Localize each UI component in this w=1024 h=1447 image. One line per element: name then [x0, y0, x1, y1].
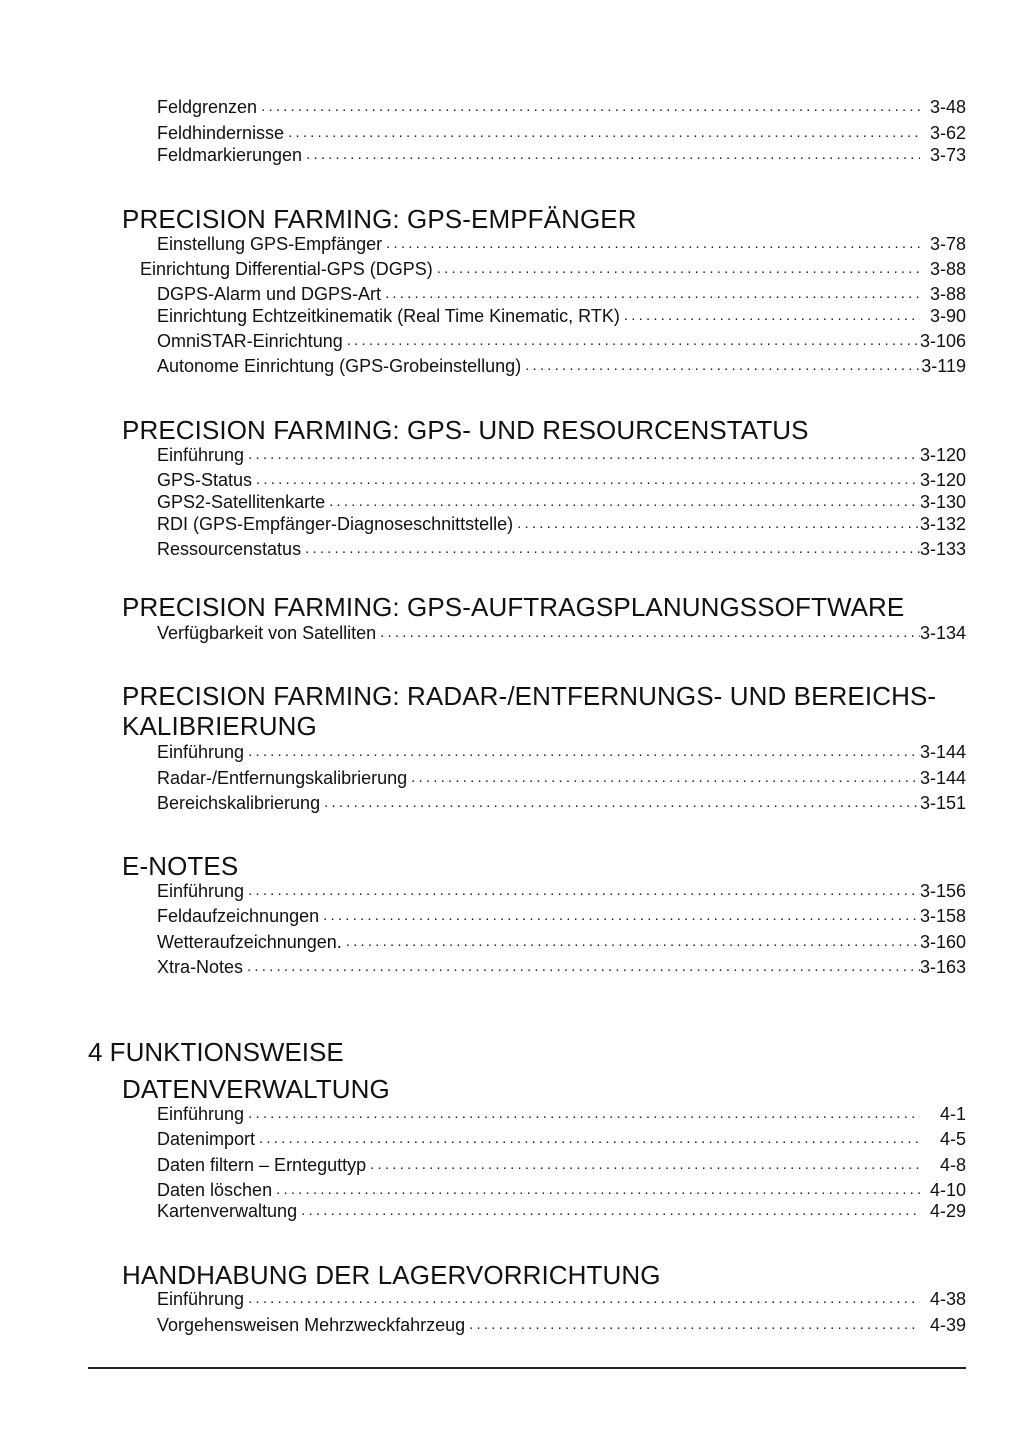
toc-entry-page: 3-88 — [929, 284, 966, 304]
toc-entry — [157, 538, 966, 560]
section-heading: PRECISION FARMING: GPS- UND RESOURCENSTATUS — [122, 415, 809, 445]
dot-leader — [521, 355, 920, 377]
dot-leader — [366, 1154, 920, 1176]
toc-entry-page: 3-120 — [919, 445, 966, 465]
toc-entry-title: RDI (GPS-Empfänger-Diagnoseschnittstelle) — [157, 514, 514, 534]
dot-leader — [325, 491, 920, 513]
toc-entry-title: Feldmarkierungen — [157, 145, 303, 165]
toc-entry — [157, 96, 966, 118]
section-heading: HANDHABUNG DER LAGERVORRICHTUNG — [122, 1260, 661, 1290]
toc-entry-title: Einstellung GPS-Empfänger — [157, 234, 383, 254]
toc-entry — [157, 1314, 966, 1336]
dot-leader — [381, 283, 920, 305]
dot-leader — [244, 880, 920, 902]
toc-entry-page: 3-156 — [919, 881, 966, 901]
toc-entry-title: GPS2-Satellitenkarte — [157, 492, 326, 512]
chapter-title: 4 FUNKTIONSWEISE — [88, 1037, 344, 1067]
toc-entry — [157, 122, 966, 144]
toc-entry-page: 3-163 — [919, 957, 966, 977]
toc-entry — [157, 491, 966, 513]
dot-leader — [376, 622, 920, 644]
toc-entry — [157, 1103, 966, 1125]
toc-entry-page: 3-160 — [919, 932, 966, 952]
toc-entry-title: Einführung — [157, 881, 245, 901]
toc-entry-title: OmniSTAR-Einrichtung — [157, 331, 343, 351]
dot-leader — [465, 1314, 920, 1336]
toc-entry-page: 4-1 — [939, 1104, 966, 1124]
toc-entry — [157, 513, 966, 535]
toc-entry-title: Radar-/Entfernungskalibrierung — [157, 768, 408, 788]
toc-entry-title: Einrichtung Echtzeitkinematik (Real Time Kinematic, RTK) — [157, 306, 620, 326]
toc-entry — [157, 622, 966, 644]
toc-entry — [157, 1179, 966, 1201]
toc-entry — [157, 233, 966, 255]
toc-entry-title: Verfügbarkeit von Satelliten — [157, 623, 377, 643]
toc-entry-title: DGPS-Alarm und DGPS-Art — [157, 284, 382, 304]
toc-entry — [157, 305, 966, 327]
section-heading: PRECISION FARMING: RADAR-/ENTFERNUNGS- UND BEREICHS- — [122, 681, 937, 711]
dot-leader — [272, 1179, 920, 1201]
toc-entry — [140, 258, 966, 280]
toc-entry-page: 3-151 — [919, 793, 966, 813]
toc-entry-page: 3-130 — [919, 492, 966, 512]
toc-entry-page: 3-90 — [929, 306, 966, 326]
section-heading: E-NOTES — [122, 851, 239, 881]
toc-entry-page: 3-119 — [921, 356, 966, 376]
toc-entry-title: Daten filtern – Ernteguttyp — [157, 1155, 367, 1175]
dot-leader — [244, 444, 920, 466]
dot-leader — [255, 1128, 920, 1150]
toc-entry-title: Feldhindernisse — [157, 123, 285, 143]
toc-entry-page: 3-133 — [919, 539, 966, 559]
toc-entry-title: Einrichtung Differential-GPS (DGPS) — [140, 259, 433, 279]
toc-entry-title: Bereichskalibrierung — [157, 793, 321, 813]
dot-leader — [297, 1200, 920, 1222]
dot-leader — [407, 767, 920, 789]
toc-entry-page: 3-62 — [929, 123, 966, 143]
toc-entry — [157, 1128, 966, 1150]
toc-entry — [157, 144, 966, 166]
dot-leader — [342, 931, 920, 953]
dot-leader — [244, 741, 920, 763]
dot-leader — [382, 233, 920, 255]
toc-entry — [157, 931, 966, 953]
toc-entry-page: 3-120 — [919, 470, 966, 490]
toc-entry — [157, 880, 966, 902]
toc-entry — [157, 905, 966, 927]
toc-entry — [157, 444, 966, 466]
toc-entry-page: 4-5 — [939, 1129, 966, 1149]
toc-entry-page: 3-144 — [919, 768, 966, 788]
dot-leader — [252, 469, 920, 491]
toc-entry-title: Feldaufzeichnungen — [157, 906, 320, 926]
dot-leader — [244, 1288, 920, 1310]
dot-leader — [257, 96, 920, 118]
dot-leader — [433, 258, 920, 280]
toc-entry-title: Einführung — [157, 1289, 245, 1309]
toc-entry-title: Datenimport — [157, 1129, 256, 1149]
toc-entry — [157, 792, 966, 814]
dot-leader — [513, 513, 920, 535]
dot-leader — [243, 956, 920, 978]
toc-entry-page: 3-88 — [929, 259, 966, 279]
dot-leader — [284, 122, 920, 144]
dot-leader — [320, 792, 920, 814]
toc-entry-title: Ressourcenstatus — [157, 539, 302, 559]
toc-entry-title: Daten löschen — [157, 1180, 273, 1200]
toc-entry-page: 4-38 — [929, 1289, 966, 1309]
toc-entry — [157, 283, 966, 305]
dot-leader — [343, 330, 920, 352]
toc-entry-title: Wetteraufzeichnungen. — [157, 932, 342, 952]
toc-entry — [157, 1200, 966, 1222]
toc-entry-page: 4-8 — [939, 1155, 966, 1175]
dot-leader — [244, 1103, 920, 1125]
toc-entry-title: Einführung — [157, 1104, 245, 1124]
toc-entry-page: 3-106 — [919, 331, 966, 351]
toc-entry-title: Kartenverwaltung — [157, 1201, 298, 1221]
toc-entry-page: 3-78 — [929, 234, 966, 254]
footer-divider — [88, 1367, 966, 1369]
toc-entry — [157, 767, 966, 789]
dot-leader — [301, 538, 920, 560]
toc-entry-title: GPS-Status — [157, 470, 253, 490]
toc-entry-title: Einführung — [157, 742, 245, 762]
toc-entry-title: Vorgehensweisen Mehrzweckfahrzeug — [157, 1315, 466, 1335]
toc-entry-page: 3-158 — [919, 906, 966, 926]
toc-entry-title: Autonome Einrichtung (GPS-Grobeinstellung) — [157, 356, 522, 376]
toc-entry-page: 3-73 — [929, 145, 966, 165]
section-heading-continued: KALIBRIERUNG — [122, 711, 317, 741]
toc-entry — [157, 1288, 966, 1310]
toc-entry-page: 3-144 — [919, 742, 966, 762]
section-heading: DATENVERWALTUNG — [122, 1074, 390, 1104]
toc-entry-page: 4-29 — [929, 1201, 966, 1221]
toc-entry-page: 4-39 — [929, 1315, 966, 1335]
dot-leader — [620, 305, 920, 327]
dot-leader — [302, 144, 920, 166]
toc-entry-page: 4-10 — [929, 1180, 966, 1200]
toc-entry-page: 3-132 — [919, 514, 966, 534]
toc-entry-title: Einführung — [157, 445, 245, 465]
toc-entry — [157, 355, 966, 377]
section-heading: PRECISION FARMING: GPS-EMPFÄNGER — [122, 204, 637, 234]
toc-entry-page: 3-48 — [929, 97, 966, 117]
toc-entry — [157, 956, 966, 978]
dot-leader — [319, 905, 920, 927]
toc-entry — [157, 741, 966, 763]
toc-entry-title: Feldgrenzen — [157, 97, 258, 117]
toc-entry — [157, 330, 966, 352]
toc-entry — [157, 469, 966, 491]
toc-entry-page: 3-134 — [919, 623, 966, 643]
toc-entry-title: Xtra-Notes — [157, 957, 244, 977]
toc-entry — [157, 1154, 966, 1176]
section-heading: PRECISION FARMING: GPS-AUFTRAGSPLANUNGSSOFTWARE — [122, 592, 905, 622]
